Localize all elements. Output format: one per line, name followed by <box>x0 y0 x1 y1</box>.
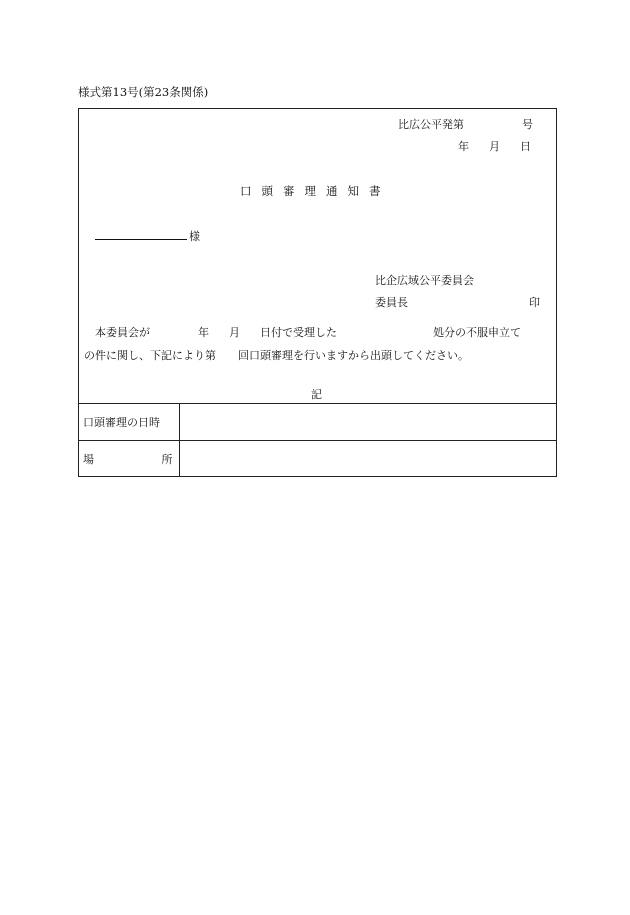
row-value-location <box>179 441 557 478</box>
date-year: 年 <box>458 140 469 153</box>
table-row <box>78 404 557 441</box>
row-label-location: 場所 <box>78 441 179 478</box>
sender-title: 委員長 <box>375 296 408 309</box>
form-caption: 様式第13号(第23条関係) <box>78 85 209 99</box>
body-part: 日付で受理した <box>260 326 337 339</box>
body-part: の件に関し、下記により第 <box>84 349 216 362</box>
body-part: 年 <box>198 326 209 339</box>
sender-organization: 比企広域公平委員会 <box>375 274 474 287</box>
row-value-datetime <box>179 404 557 441</box>
document-title: 口頭審理通知書 <box>240 184 391 198</box>
note-heading: 記 <box>311 388 322 401</box>
body-text-line-1 <box>95 324 521 340</box>
row-label-datetime: 口頭審理の日時 <box>78 404 179 441</box>
body-part: 処分の不服申立て <box>433 326 521 339</box>
date-day: 日 <box>520 140 531 153</box>
body-part: 本委員会が <box>95 326 150 339</box>
addressee-blank-line <box>95 239 187 240</box>
body-text-line-2 <box>84 347 469 363</box>
hearing-details-table <box>78 403 557 477</box>
body-part: 回口頭審理を行いますから出頭してください。 <box>238 349 469 362</box>
addressee-suffix: 様 <box>189 230 200 243</box>
doc-number-prefix: 比広公平発第 <box>398 118 464 131</box>
date-month: 月 <box>489 140 500 153</box>
document-date <box>458 138 531 154</box>
document-number <box>398 116 533 132</box>
table-row <box>78 441 557 478</box>
body-part: 月 <box>229 326 240 339</box>
seal-mark: 印 <box>529 296 540 309</box>
doc-number-suffix: 号 <box>522 118 533 131</box>
